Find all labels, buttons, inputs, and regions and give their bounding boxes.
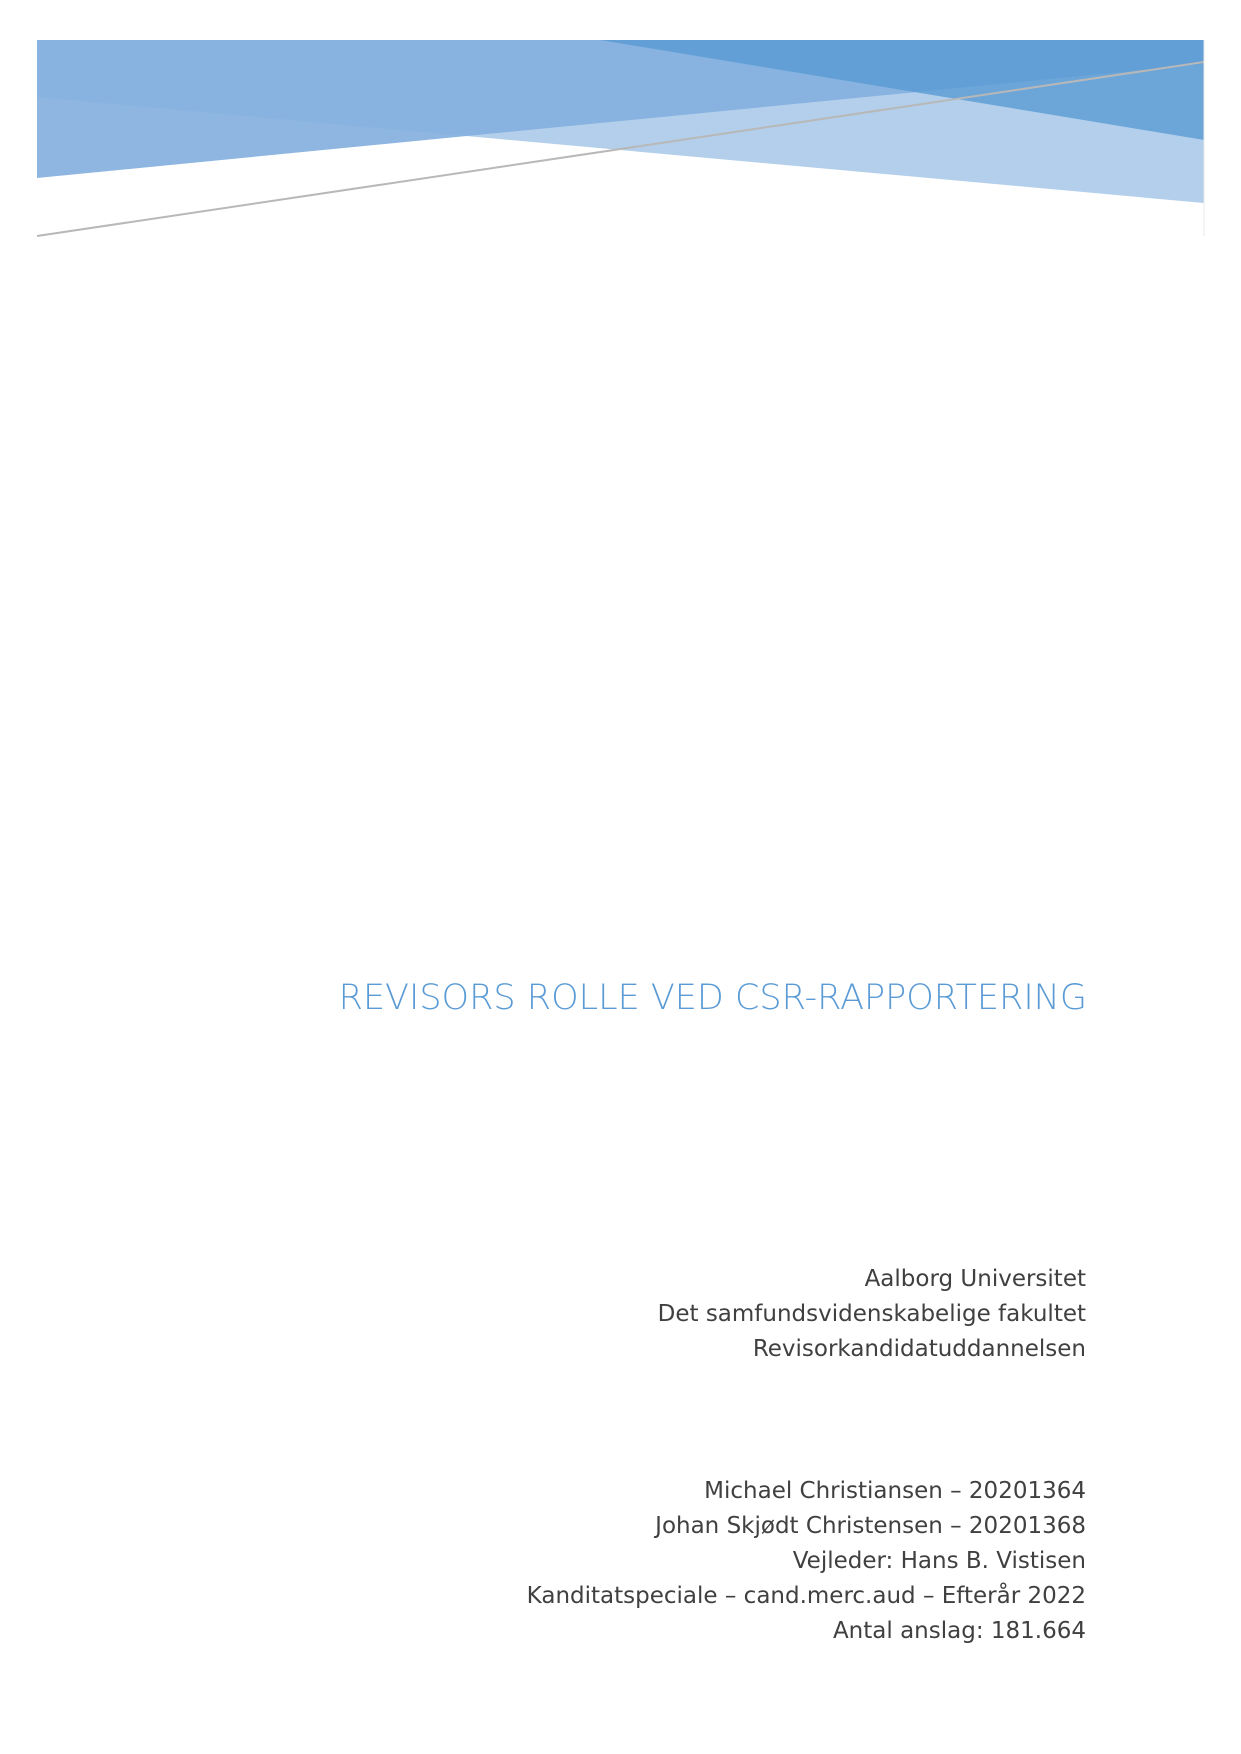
thesis-type-line: Kanditatspeciale – cand.merc.aud – Efterår 2022 — [526, 1583, 1086, 1609]
institution-block — [658, 1262, 1086, 1367]
character-count-line: Antal anslag: 181.664 — [832, 1618, 1086, 1644]
supervisor-line: Vejleder: Hans B. Vistisen — [792, 1548, 1086, 1574]
institution-line-programme: Revisorkandidatuddannelsen — [752, 1336, 1086, 1362]
header-banner-graphic — [0, 0, 1241, 250]
author-line-1: Michael Christiansen – 20201364 — [704, 1478, 1086, 1504]
institution-line-faculty: Det samfundsvidenskabelige fakultet — [657, 1301, 1086, 1327]
document-title: REVISORS ROLLE VED CSR-RAPPORTERING — [338, 978, 1087, 1018]
institution-line-university: Aalborg Universitet — [864, 1266, 1086, 1292]
author-block — [527, 1474, 1086, 1649]
author-line-2: Johan Skjødt Christensen – 20201368 — [655, 1513, 1086, 1539]
